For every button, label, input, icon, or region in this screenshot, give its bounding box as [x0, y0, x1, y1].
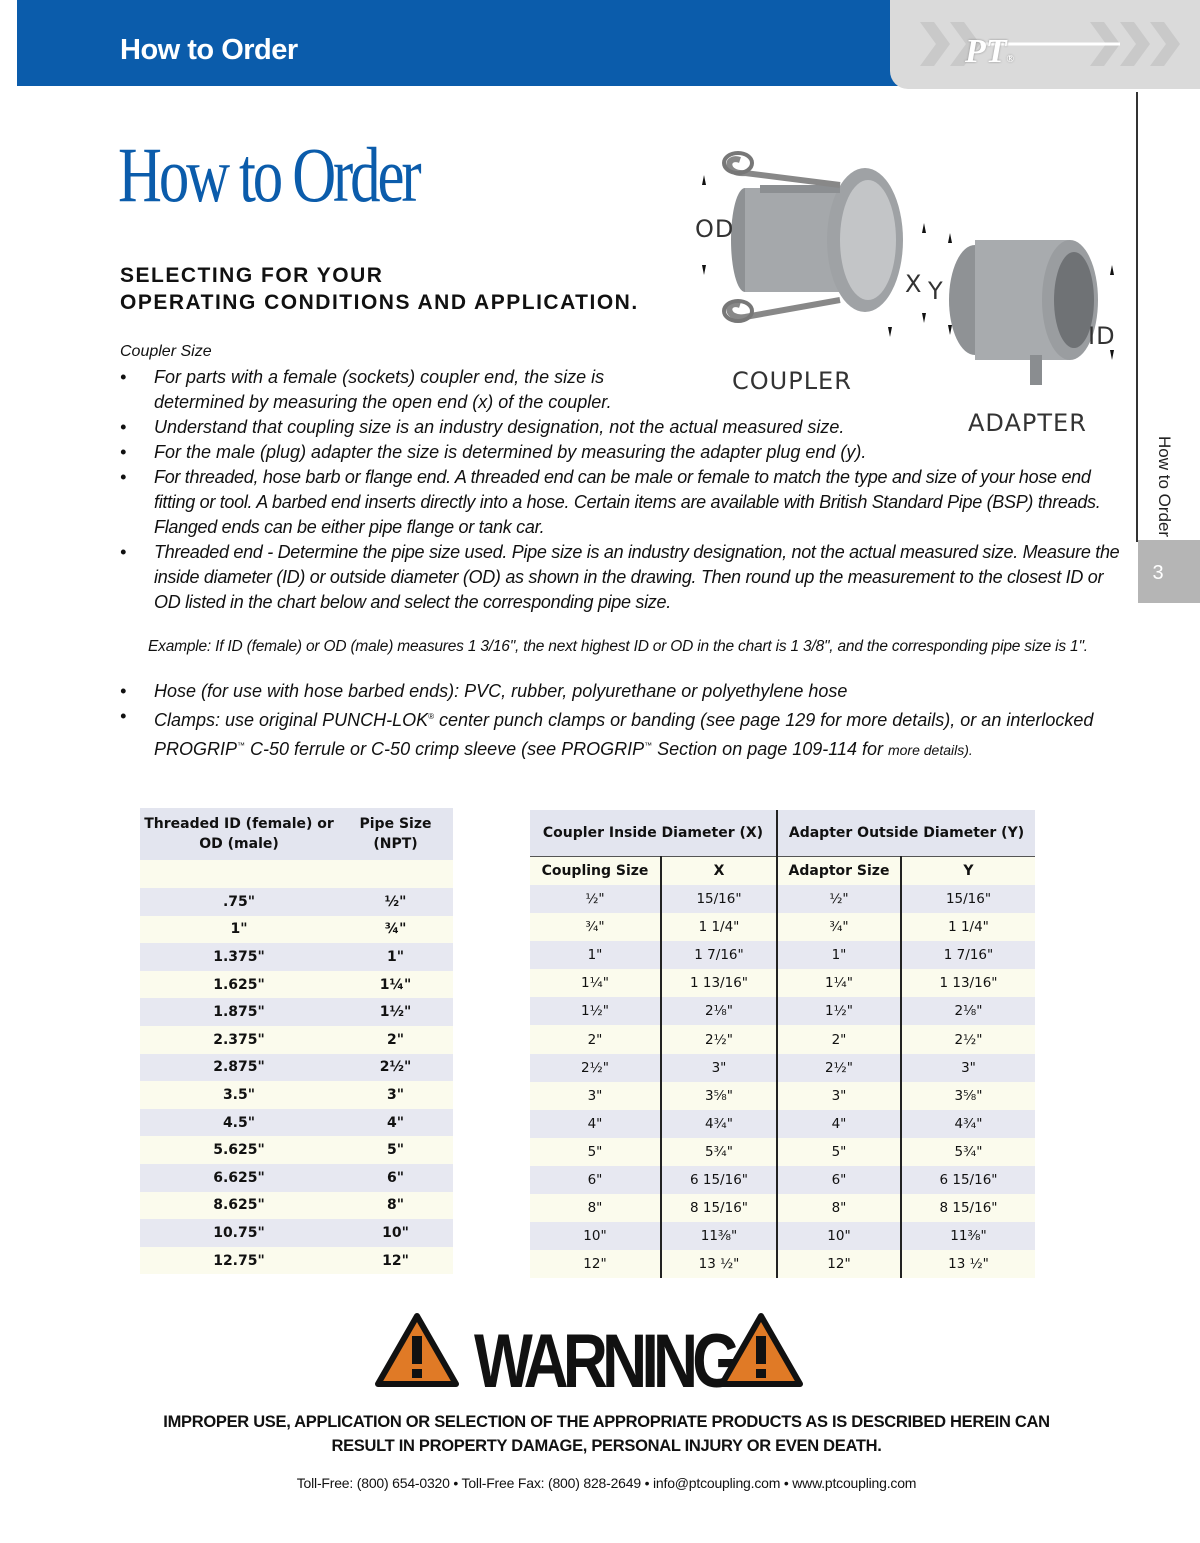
column-header: Adaptor Size	[777, 857, 901, 886]
table-cell: 2.875"	[140, 1054, 338, 1082]
table-cell: 2"	[338, 1026, 453, 1054]
table-row	[140, 1192, 453, 1220]
table-cell: 4¾"	[901, 1110, 1035, 1138]
table-cell: 1 13/16"	[661, 969, 777, 997]
pipe-size-table	[140, 808, 453, 1274]
table-cell: 3.5"	[140, 1081, 338, 1109]
table-cell: 6 15/16"	[901, 1166, 1035, 1194]
table-row	[530, 1250, 1035, 1278]
side-divider	[1136, 92, 1138, 542]
warning-message: IMPROPER USE, APPLICATION OR SELECTION OF THE APPROPRIATE PRODUCTS AS IS DESCRIBED HEREIN CAN RESULT IN PROPERTY DAMAGE, PERSONAL INJURY OR EVEN DEATH.	[163, 1413, 1050, 1455]
adapter-label: ADAPTER	[968, 409, 1087, 437]
table-cell: 8"	[338, 1192, 453, 1220]
table-cell: 3"	[901, 1054, 1035, 1082]
column-header: Coupling Size	[530, 857, 661, 886]
table-row	[530, 1082, 1035, 1110]
table-cell: 6.625"	[140, 1164, 338, 1192]
list-item: • Clamps: use original PUNCH-LOK® center punch clamps or banding (see page 129 for more details), or an interlocked PROGRIP™ C-50 ferrule or C-50 crimp sleeve (see PROGRIP™ Section on page 109-114 for more details).	[120, 704, 1120, 763]
pt-logo: PT®	[965, 33, 1015, 70]
list-item: • Understand that coupling size is an industry designation, not the actual measured size.	[120, 415, 1120, 440]
table-cell: 1½"	[777, 997, 901, 1025]
table-cell: 5"	[530, 1138, 661, 1166]
table-cell: ½"	[338, 888, 453, 916]
table-cell: ½"	[530, 885, 661, 913]
table-cell: 1 1/4"	[901, 913, 1035, 941]
table-cell: 1¼"	[338, 971, 453, 999]
table-cell: ½"	[777, 885, 901, 913]
example-note: Example: If ID (female) or OD (male) measures 1 3/16", the next highest ID or OD in the chart is 1 3/8", and the corresponding pipe size is 1".	[148, 638, 1088, 655]
table-row	[140, 1026, 453, 1054]
table-row	[530, 1222, 1035, 1250]
table-row	[530, 969, 1035, 997]
table-row	[530, 997, 1035, 1025]
table-cell: 3"	[777, 1082, 901, 1110]
table-row	[530, 1054, 1035, 1082]
table-cell: 15/16"	[661, 885, 777, 913]
table-cell: 6"	[338, 1164, 453, 1192]
footer-contact: Toll-Free: (800) 654-0320 • Toll-Free Fax: (800) 828-2649 • info@ptcoupling.com • www.ptcoupling.com	[296, 1475, 917, 1491]
table-row	[530, 913, 1035, 941]
table-cell: 2½"	[530, 1054, 661, 1082]
table-cell: 1½"	[338, 998, 453, 1026]
warning-triangle-icon	[718, 1312, 804, 1388]
table-cell: 3"	[338, 1081, 453, 1109]
table-cell: 10"	[530, 1222, 661, 1250]
column-header: Threaded ID (female) or OD (male)	[140, 808, 338, 860]
table-cell: 1"	[140, 916, 338, 944]
table-cell: 2½"	[661, 1025, 777, 1053]
table-cell: 8"	[777, 1194, 901, 1222]
table-cell: 2"	[530, 1025, 661, 1053]
table-cell: 5"	[338, 1136, 453, 1164]
table-cell: 13 ½"	[661, 1250, 777, 1278]
header-title: How to Order	[120, 34, 298, 66]
table-cell: 4"	[338, 1109, 453, 1137]
y-label: Y	[928, 277, 944, 305]
chevrons-icon	[920, 22, 1190, 66]
page-title: How to Order	[118, 131, 419, 218]
table-cell: 10"	[777, 1222, 901, 1250]
table-row	[530, 941, 1035, 969]
table-cell: 15/16"	[901, 885, 1035, 913]
table-cell: 12"	[777, 1250, 901, 1278]
table-row	[140, 971, 453, 999]
table-row	[140, 1054, 453, 1082]
table-cell: 13 ½"	[901, 1250, 1035, 1278]
table-cell: 1¼"	[777, 969, 901, 997]
list-item: • For parts with a female (sockets) coupler end, the size is determined by measuring the open end (x) of the coupler.	[120, 365, 694, 415]
table-cell: .75"	[140, 888, 338, 916]
table-row	[140, 1136, 453, 1164]
table-row	[530, 1138, 1035, 1166]
table-cell: 3⅝"	[901, 1082, 1035, 1110]
instruction-list	[120, 365, 1120, 615]
table-row	[140, 1109, 453, 1137]
table-row	[530, 1110, 1035, 1138]
table-cell: 4"	[777, 1110, 901, 1138]
table-cell: 1 7/16"	[661, 941, 777, 969]
table-cell: 1"	[338, 943, 453, 971]
table-cell: 12"	[338, 1247, 453, 1275]
table-cell: 4¾"	[661, 1110, 777, 1138]
list-item: • For the male (plug) adapter the size is determined by measuring the adapter plug end (y).	[120, 440, 1120, 465]
table-cell: 2½"	[777, 1054, 901, 1082]
table-cell: 2⅛"	[901, 997, 1035, 1025]
table-cell: 2⅛"	[661, 997, 777, 1025]
table-cell: 6"	[777, 1166, 901, 1194]
page-number: 3	[1152, 562, 1164, 584]
list-item: • Threaded end - Determine the pipe size used. Pipe size is an industry designation, not the actual measured size. Measure the inside diameter (ID) or outside diameter (OD) as shown in the drawing. Then round up the measurement to the closest ID or OD listed in the chart below and select the corresponding pipe size.	[120, 540, 1120, 615]
group-header: Coupler Inside Diameter (X)	[530, 810, 777, 857]
table-cell: 2.375"	[140, 1026, 338, 1054]
table-cell: 11⅜"	[901, 1222, 1035, 1250]
coupler-size-label: Coupler Size	[120, 343, 212, 360]
table-cell: 10.75"	[140, 1219, 338, 1247]
subhead-line-1: SELECTING FOR YOUR	[120, 264, 384, 287]
table-cell: 1"	[530, 941, 661, 969]
table-cell: 1.875"	[140, 998, 338, 1026]
side-tab-label: How to Order	[1155, 436, 1174, 538]
table-cell: 1"	[777, 941, 901, 969]
table-cell: 10"	[338, 1219, 453, 1247]
table-cell: ¾"	[338, 916, 453, 944]
table-row	[140, 1247, 453, 1275]
logo-tab	[890, 0, 1200, 89]
table-row	[140, 888, 453, 916]
table-cell: 5¾"	[901, 1138, 1035, 1166]
table-cell: 6 15/16"	[661, 1166, 777, 1194]
table-cell: 4.5"	[140, 1109, 338, 1137]
table-row	[140, 1081, 453, 1109]
x-label: X	[905, 270, 923, 298]
table-cell: 1¼"	[530, 969, 661, 997]
table-row	[530, 1194, 1035, 1222]
table-cell: 3"	[530, 1082, 661, 1110]
table-row	[140, 1164, 453, 1192]
table-row	[140, 916, 453, 944]
table-row	[140, 943, 453, 971]
table-cell: 8 15/16"	[901, 1194, 1035, 1222]
od-label: OD	[695, 215, 735, 243]
warning-banner	[374, 1312, 804, 1404]
table-row	[530, 885, 1035, 913]
table-cell: 1½"	[530, 997, 661, 1025]
table-cell: 2½"	[901, 1025, 1035, 1053]
table-cell: 5"	[777, 1138, 901, 1166]
table-cell: 3⅝"	[661, 1082, 777, 1110]
materials-list	[120, 679, 1120, 763]
subhead-line-2: OPERATING CONDITIONS AND APPLICATION.	[120, 291, 639, 314]
column-header: Y	[901, 857, 1035, 886]
table-cell: 3"	[661, 1054, 777, 1082]
warning-title: WARNING	[474, 1319, 736, 1404]
warning-triangle-icon	[374, 1312, 460, 1388]
table-row	[530, 1025, 1035, 1053]
table-cell: 2"	[777, 1025, 901, 1053]
table-cell: 6"	[530, 1166, 661, 1194]
table-cell: ¾"	[530, 913, 661, 941]
table-cell: 1.625"	[140, 971, 338, 999]
table-cell: 12.75"	[140, 1247, 338, 1275]
table-cell: 12"	[530, 1250, 661, 1278]
table-cell: 2½"	[338, 1054, 453, 1082]
table-cell: 1.375"	[140, 943, 338, 971]
column-header: Pipe Size (NPT)	[338, 808, 453, 860]
list-item: • For threaded, hose barb or flange end. A threaded end can be male or female to match the type and size of your hose end fitting or tool. A barbed end inserts directly into a hose. Certain items are available with British Standard Pipe (BSP) threads. Flanged ends can be either pipe flange or tank car.	[120, 465, 1120, 540]
table-cell: 5.625"	[140, 1136, 338, 1164]
coupler-adapter-table	[530, 810, 1035, 1278]
table-cell: 1 7/16"	[901, 941, 1035, 969]
table-cell: 4"	[530, 1110, 661, 1138]
table-cell: ¾"	[777, 913, 901, 941]
coupler-label: COUPLER	[732, 367, 852, 395]
table-row	[530, 1166, 1035, 1194]
column-header: X	[661, 857, 777, 886]
table-cell: 11⅜"	[661, 1222, 777, 1250]
table-cell: 1 1/4"	[661, 913, 777, 941]
table-cell: 5¾"	[661, 1138, 777, 1166]
section-subhead	[120, 262, 639, 316]
table-cell: 8"	[530, 1194, 661, 1222]
id-label: ID	[1088, 322, 1116, 350]
group-header: Adapter Outside Diameter (Y)	[777, 810, 1035, 857]
table-row	[140, 1219, 453, 1247]
table-cell: 8.625"	[140, 1192, 338, 1220]
list-item: • Hose (for use with hose barbed ends): PVC, rubber, polyurethane or polyethylene hose	[120, 679, 1120, 704]
table-cell: 8 15/16"	[661, 1194, 777, 1222]
table-cell: 1 13/16"	[901, 969, 1035, 997]
table-row	[140, 998, 453, 1026]
